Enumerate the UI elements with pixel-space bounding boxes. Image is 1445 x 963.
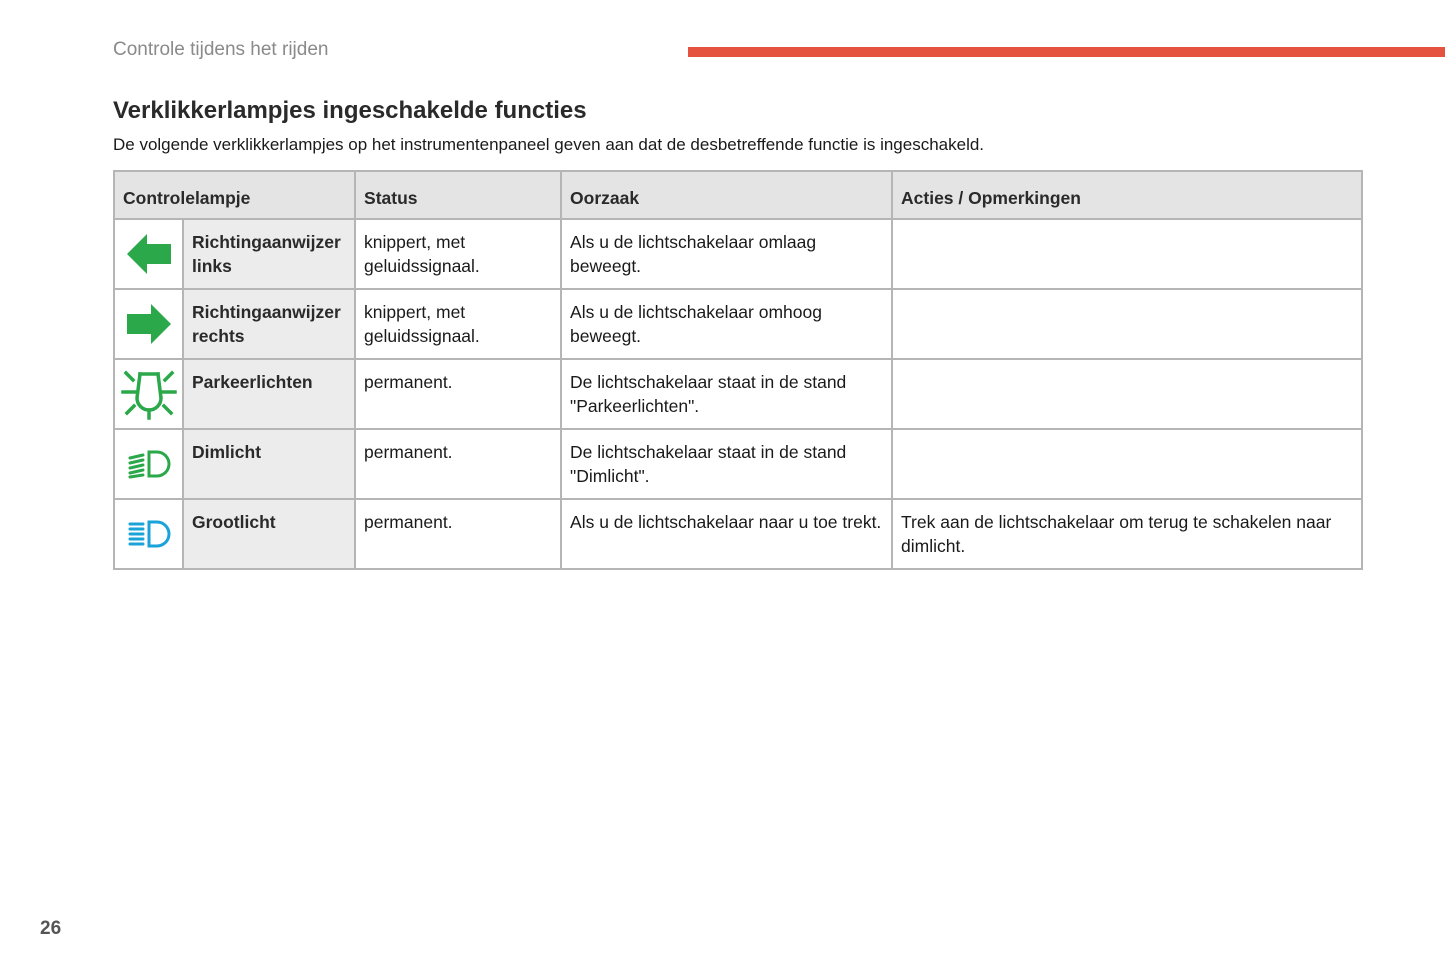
- table-row: [114, 219, 1362, 289]
- lamp-status: knippert, met geluidssignaal.: [355, 219, 561, 289]
- running-header-title: Controle tijdens het rijden: [113, 39, 329, 60]
- lamp-action: Trek aan de lichtschakelaar om terug te schakelen naar dimlicht.: [892, 499, 1362, 569]
- table-header-row: [114, 171, 1362, 219]
- lamp-status: knippert, met geluidssignaal.: [355, 289, 561, 359]
- section-intro: De volgende verklikkerlampjes op het instrumentenpaneel geven aan dat de desbetreffende functie is ingeschakeld.: [113, 135, 985, 154]
- high-beam-icon: [119, 519, 178, 549]
- lamp-icon-cell: [114, 359, 183, 429]
- lamp-icon-cell: [114, 429, 183, 499]
- lamp-icon-cell: [114, 499, 183, 569]
- lamp-action: [892, 429, 1362, 499]
- lamp-status: permanent.: [355, 429, 561, 499]
- header-accent-bar: [688, 47, 1445, 57]
- table-row: [114, 359, 1362, 429]
- column-header-cause: Oorzaak: [561, 171, 892, 219]
- lamp-name: Parkeerlichten: [183, 359, 355, 429]
- lamp-cause: Als u de lichtschakelaar omlaag beweegt.: [561, 219, 892, 289]
- table-row: [114, 429, 1362, 499]
- lamp-cause: Als u de lichtschakelaar naar u toe trekt.: [561, 499, 892, 569]
- lamp-action: [892, 289, 1362, 359]
- lamp-name: Dimlicht: [183, 429, 355, 499]
- lamp-cause: De lichtschakelaar staat in de stand "Parkeerlichten".: [561, 359, 892, 429]
- section-title: Verklikkerlampjes ingeschakelde functies: [113, 97, 587, 124]
- column-header-lamp: Controlelampje: [114, 171, 355, 219]
- low-beam-icon: [119, 449, 178, 479]
- lamp-cause: Als u de lichtschakelaar omhoog beweegt.: [561, 289, 892, 359]
- lamp-name: Richtingaanwijzer links: [183, 219, 355, 289]
- arrow-right-icon: [119, 302, 178, 346]
- table-row: [114, 289, 1362, 359]
- lamp-name: Grootlicht: [183, 499, 355, 569]
- warning-lamps-table: [113, 170, 1363, 570]
- lamp-status: permanent.: [355, 499, 561, 569]
- column-header-status: Status: [355, 171, 561, 219]
- lamp-cause: De lichtschakelaar staat in de stand "Dimlicht".: [561, 429, 892, 499]
- arrow-left-icon: [119, 232, 178, 276]
- parking-light-icon: [119, 368, 178, 420]
- lamp-name: Richtingaanwijzer rechts: [183, 289, 355, 359]
- lamp-action: [892, 359, 1362, 429]
- lamp-action: [892, 219, 1362, 289]
- lamp-icon-cell: [114, 289, 183, 359]
- lamp-icon-cell: [114, 219, 183, 289]
- lamp-status: permanent.: [355, 359, 561, 429]
- column-header-actions: Acties / Opmerkingen: [892, 171, 1362, 219]
- table-row: [114, 499, 1362, 569]
- page-number: 26: [40, 918, 62, 939]
